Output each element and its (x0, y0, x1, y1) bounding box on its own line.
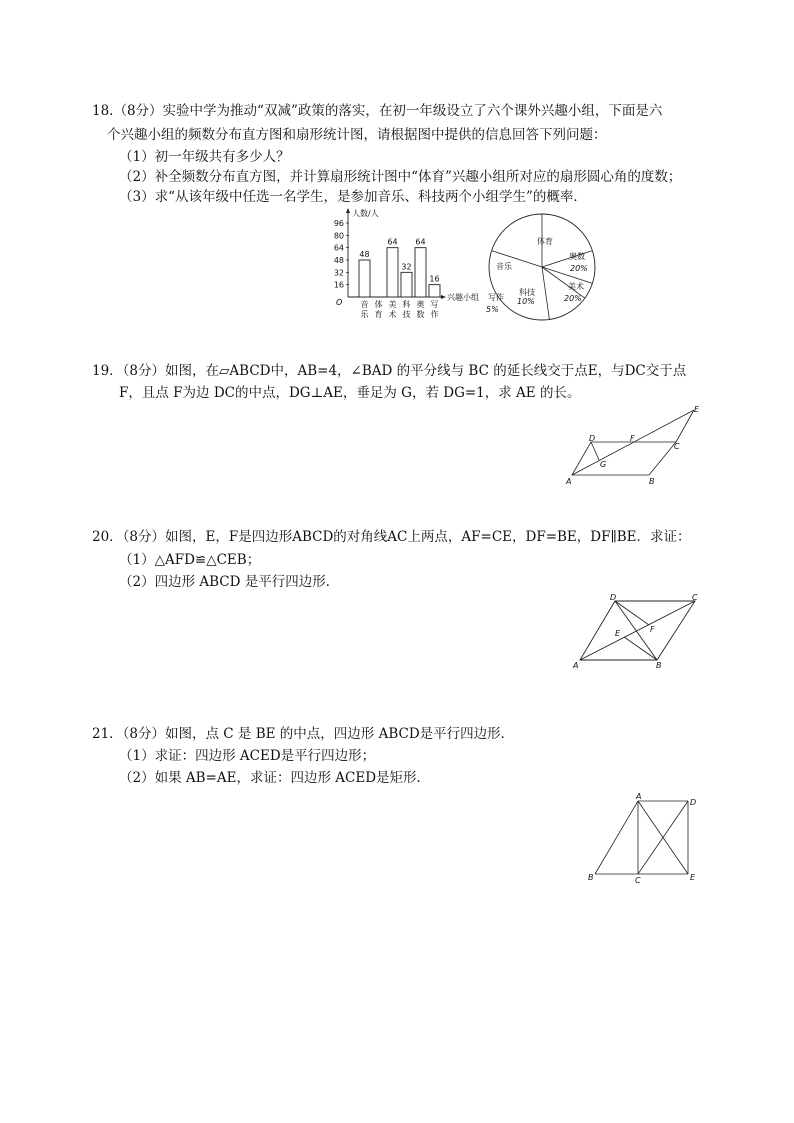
q20-figure (570, 590, 710, 670)
q21-sub-1: （1）求证：四边形 ACED是平行四边形； (119, 748, 376, 764)
category-label-char-1: 美 (388, 300, 397, 309)
label-a: A (573, 661, 579, 670)
label-b: B (588, 873, 594, 882)
q20-line-1: 20．（8分）如图，E，F是四边形ABCD的对角线AC上两点，AF=CE，DF=BE，DF∥BE．求证： (92, 529, 691, 545)
bar (359, 260, 370, 297)
pie-layer (486, 214, 595, 320)
q20-sub-2: （2）四边形 ABCD 是平行四边形． (119, 574, 340, 590)
q18-sub-3: （3）求“从该年级中任选一名学生，是参加音乐、科技两个小组学生”的概率． (119, 189, 587, 205)
label-f: F (650, 625, 655, 634)
pie-slice-percent: 10% (517, 297, 535, 306)
category-label-char-1: 音 (360, 300, 369, 309)
category-label-char-1: 科 (402, 300, 411, 309)
bar-value-label: 64 (415, 237, 426, 247)
label-b: B (656, 661, 662, 670)
x-axis-arrow (441, 295, 446, 299)
label-d: D (690, 798, 697, 807)
y-axis-label: 人数/人 (352, 209, 379, 218)
bar (387, 248, 398, 297)
label-e: E (694, 405, 700, 414)
bar-chart (330, 205, 480, 325)
category-label-char-2: 作 (430, 310, 439, 319)
category-label-char-2: 数 (416, 310, 425, 319)
label-a: A (636, 792, 642, 801)
y-tick-label: 16 (333, 280, 344, 290)
y-axis-arrow (346, 208, 350, 213)
segment-dg (591, 442, 599, 460)
label-a: A (566, 477, 572, 486)
bar-layer (334, 208, 479, 319)
label-c: C (692, 593, 698, 602)
category-label-char-2: 技 (402, 310, 411, 319)
category-label-char-2: 术 (388, 310, 397, 319)
q18-sub-1: （1）初一年级共有多少人？ (119, 149, 290, 165)
label-g: G (600, 460, 607, 469)
category-label-char-1: 写 (430, 300, 439, 309)
q21-figure (585, 790, 715, 885)
q20-sub-1: （1）△AFD≌△CEB； (119, 552, 261, 568)
pie-slice-label: 科技 (519, 288, 535, 297)
x-axis-label: 兴趣小组 (447, 293, 479, 302)
y-tick-label: 64 (333, 243, 344, 253)
pie-slice-percent: 5% (486, 305, 499, 314)
bar (401, 272, 412, 297)
pie-slice-label: 奥数 (569, 252, 585, 261)
pie-slice-label: 音乐 (496, 262, 512, 271)
pie-slice-label: 美术 (568, 282, 584, 291)
label-b: B (649, 477, 655, 486)
label-d: D (589, 434, 596, 443)
q19-line-2: F，且点 F为边 DC的中点，DG⊥AE，垂足为 G，若 DG=1，求 AE 的长。 (119, 385, 581, 401)
bar (429, 285, 440, 297)
q19-figure (560, 405, 710, 485)
label-d: D (610, 593, 617, 602)
y-tick-label: 48 (333, 256, 344, 265)
bar (415, 248, 426, 297)
q21-line-1: 21．（8分）如图，点 C 是 BE 的中点，四边形 ABCD是平行四边形． (92, 726, 515, 742)
segment-df (615, 601, 649, 625)
bar-value-label: 48 (359, 250, 370, 259)
pie-slice-label: 体育 (537, 237, 553, 246)
segment-ab (595, 801, 638, 874)
category-label-char-2: 乐 (360, 310, 369, 319)
q21-sub-2: （2）如果 AB=AE，求证：四边形 ACED是矩形． (119, 770, 431, 786)
pie-chart (480, 210, 605, 325)
segment-be (624, 637, 657, 660)
category-label-char-1: 体 (374, 300, 383, 309)
label-f: F (630, 434, 635, 443)
q18-sub-2: （2）补全频数分布直方图，并计算扇形统计图中“体育”兴趣小组所对应的扇形圆心角的度数； (119, 169, 682, 185)
q18-line-2: 个兴趣小组的频数分布直方图和扇形统计图，请根据图中提供的信息回答下列问题： (107, 127, 607, 143)
bar-value-label: 64 (387, 237, 398, 247)
y-tick-label: 96 (333, 219, 344, 228)
q19-line-1: 19．（8分）如图，在▱ABCD中，AB=4，∠BAD 的平分线与 BC 的延长线交于点E，与DC交于点 (92, 363, 687, 379)
origin-label: O (336, 298, 343, 307)
category-label-char-1: 奥 (416, 300, 425, 309)
q18-line-1: 18.（8分）实验中学为推动“双减”政策的落实，在初一年级设立了六个课外兴趣小组，下面是六 (92, 103, 663, 119)
y-tick-label: 80 (333, 231, 344, 241)
pie-slice-percent: 20% (570, 264, 588, 273)
y-tick-label: 32 (333, 268, 344, 278)
label-c: C (674, 442, 680, 451)
bar-value-label: 16 (429, 274, 440, 284)
label-c: C (635, 876, 641, 885)
category-label-char-2: 育 (374, 310, 383, 319)
label-e: E (615, 629, 621, 638)
label-e: E (690, 873, 696, 882)
pie-slice-percent: 20% (564, 294, 582, 303)
pie-slice-label: 写作 (488, 293, 504, 302)
bar-value-label: 32 (401, 262, 412, 272)
